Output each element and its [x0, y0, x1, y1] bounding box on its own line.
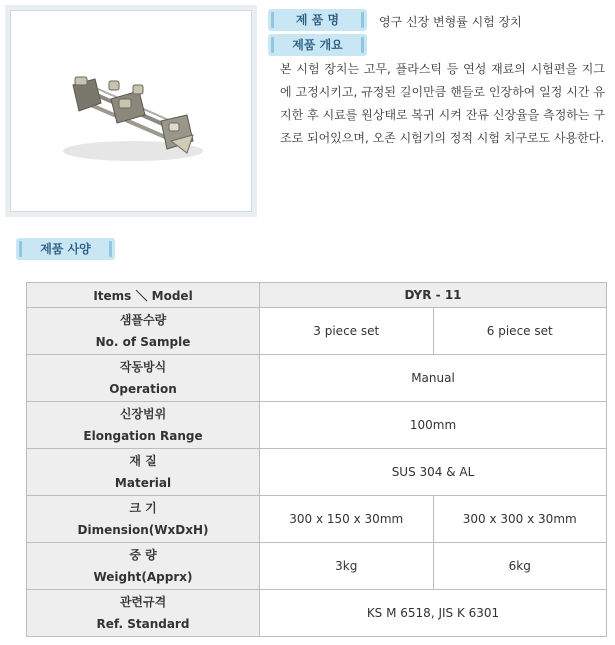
product-image-frame [5, 5, 257, 217]
row-value: 6 piece set [433, 308, 607, 355]
row-label-ko: 샘플수량 [119, 313, 167, 327]
row-label-ko: 재 질 [129, 454, 157, 468]
table-row [27, 496, 607, 543]
table-row [27, 449, 607, 496]
row-value: SUS 304 & AL [260, 449, 607, 496]
row-value: 300 x 150 x 30mm [260, 496, 434, 543]
row-label-en: Material [114, 476, 172, 490]
product-overview-label [268, 34, 367, 56]
row-value: 6kg [433, 543, 607, 590]
product-name-value: 영구 신장 변형률 시험 장치 [379, 15, 522, 29]
row-label-en: Elongation Range [83, 429, 203, 443]
row-label-en: Operation [109, 382, 177, 396]
spec-header-row [27, 283, 607, 308]
row-value: 100mm [260, 402, 607, 449]
row-label [27, 355, 260, 402]
row-label-ko: 작동방식 [119, 360, 167, 374]
row-label [27, 308, 260, 355]
spec-section-label-text: 제품 사양 [40, 242, 91, 256]
row-value: 3 piece set [260, 308, 434, 355]
spec-table [26, 282, 607, 637]
table-row [27, 543, 607, 590]
row-label-en: Weight(Apprx) [93, 570, 193, 584]
row-label-ko: 크 기 [129, 501, 157, 515]
row-label-en: Ref. Standard [96, 617, 190, 631]
model-header: DYR - 11 [260, 283, 607, 308]
product-name-label [268, 9, 367, 31]
spec-section-label [16, 238, 115, 260]
row-value: KS M 6518, JIS K 6301 [260, 590, 607, 637]
product-overview-label-text: 제품 개요 [292, 38, 343, 52]
row-label-en: Dimension(WxDxH) [77, 523, 209, 537]
table-row [27, 355, 607, 402]
row-label [27, 543, 260, 590]
table-row [27, 590, 607, 637]
row-label-ko: 중 량 [129, 548, 157, 562]
table-row [27, 402, 607, 449]
items-model-header: Items ＼ Model [27, 283, 260, 308]
row-value: Manual [260, 355, 607, 402]
row-label [27, 449, 260, 496]
row-label-ko: 관련규격 [119, 595, 167, 609]
row-label-en: No. of Sample [95, 335, 191, 349]
row-label [27, 590, 260, 637]
row-label-ko: 신장범위 [119, 407, 167, 421]
row-value: 3kg [260, 543, 434, 590]
test-jig-icon [11, 11, 251, 211]
table-row [27, 308, 607, 355]
row-label [27, 496, 260, 543]
row-value: 300 x 300 x 30mm [433, 496, 607, 543]
product-overview-text: 본 시험 장치는 고무, 플라스틱 등 연성 재료의 시험편을 지그에 고정시키고, 규정된 길이만큼 핸들로 인장하여 일정 시간 유지한 후 시료를 원상태로 복귀 시켜 잔류 신장율을 측정하는 구조로 되어있으며, 오존 시험기의 정적 시험 치구로도 사용한다. [280, 62, 605, 145]
row-label [27, 402, 260, 449]
product-image [10, 10, 252, 212]
product-name-label-text: 제 품 명 [295, 13, 340, 27]
